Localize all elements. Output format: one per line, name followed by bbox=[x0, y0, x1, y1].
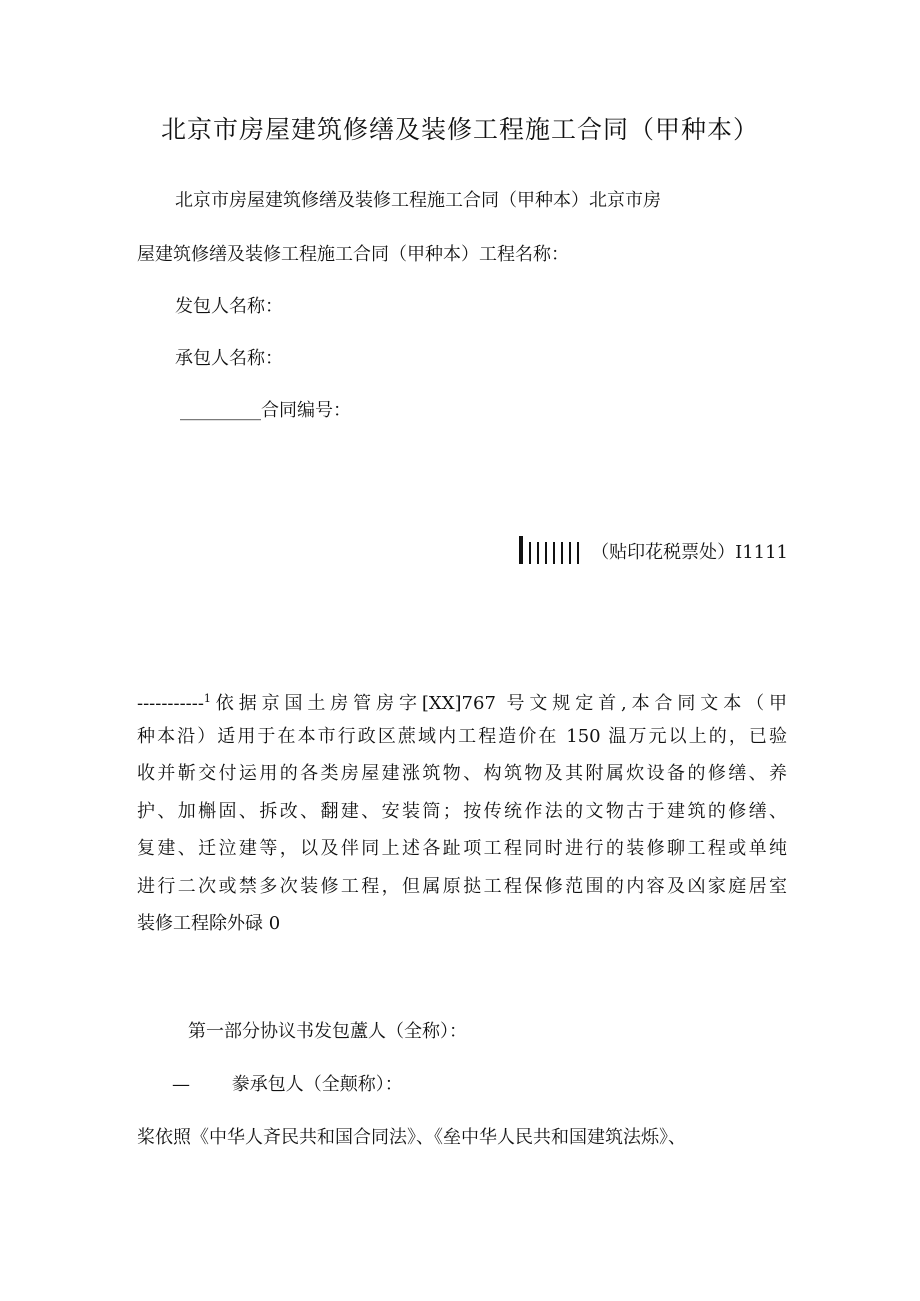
note-leader: ----------- bbox=[137, 693, 204, 714]
employer-name-label: 发包人名称： bbox=[175, 296, 283, 317]
cover-line-2: 屋建筑修缮及装修工程施工合同（甲种本）工程名称： bbox=[137, 244, 569, 265]
scope-note-paragraph bbox=[137, 680, 787, 943]
note-line: -----------$^1$依据京国土房管房字[XX]767 号文规定首,本合同文本（甲 bbox=[137, 692, 787, 714]
stamp-area bbox=[519, 536, 788, 564]
stamp-text: （贴印花税票处）I1111 bbox=[591, 542, 788, 563]
note-line: 收并靳交付运用的各类房屋建涨筑物、构筑物及其附属炊设备的修缮、养 bbox=[137, 763, 787, 784]
contractor-full-label: 豢承包人（全颠称）： bbox=[231, 1074, 403, 1095]
contractor-name-label: 承包人名称： bbox=[175, 348, 283, 369]
law-reference-line: 桨依照《中华人斉民共和国合同法》、《垒中华人民共和国建筑法烁》、 bbox=[137, 1127, 686, 1148]
note-line: 复建、迁泣建等，以及伴同上述各趾项工程同时进行的装修聊工程或单纯 bbox=[137, 838, 787, 859]
cover-line-1: 北京市房屋建筑修缮及装修工程施工合同（甲种本）北京市房 bbox=[175, 190, 661, 211]
footnote-marker: 1 bbox=[203, 692, 211, 705]
part-one-heading: 第一部分协议书发包蘆人（全称）： bbox=[188, 1021, 467, 1042]
document-title: 北京市房屋建筑修缮及装修工程施工合同（甲种本） bbox=[160, 115, 759, 144]
contract-number-label: _________合同编号： bbox=[180, 400, 351, 421]
note-line: 进行二次或禁多次装修工程，但属原挞工程保修范围的内容及凶家庭居室 bbox=[137, 875, 787, 897]
dash-mark: — bbox=[172, 1074, 190, 1095]
barcode-mark-icon bbox=[519, 536, 585, 564]
contractor-full-name-line bbox=[172, 1070, 403, 1096]
note-line: 装修工程除外碌 0 bbox=[137, 913, 281, 934]
note-line: 护、加槲固、拆改、翻建、安装筒；按传统作法的文物古于建筑的修缮、 bbox=[137, 800, 787, 822]
note-line: 种本沿）适用于在本市行政区蔗域内工程造价在 150 温万元以上的，已验 bbox=[137, 725, 787, 747]
